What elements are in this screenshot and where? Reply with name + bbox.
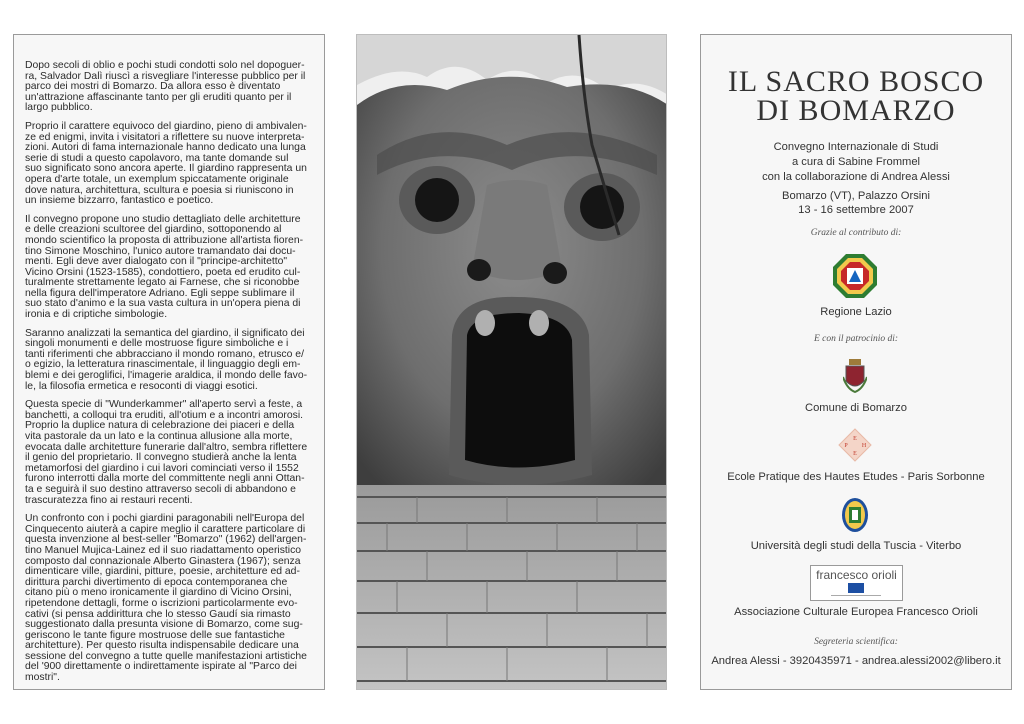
text-line: ripetendone dettagli, forme o iscrizioni particolarmente evo- [25, 597, 298, 609]
eu-flag-icon [848, 583, 864, 593]
text-line: ze ed enigmi, invita i visitatori a riflettere su nuove interpreta- [25, 131, 305, 143]
text-line: serie di studi a questo capolavoro, ma tante domande sul [25, 152, 289, 164]
text-line: parco dei mostri di Bomarzo. Da allora esso è diventato [25, 81, 281, 93]
org-ephe-paris-sorbonne: Ecole Pratique des Hautes Etudes - Paris Sorbonne [727, 471, 985, 483]
contact-info: Andrea Alessi - 3920435971 - andrea.alessi2002@libero.it [711, 655, 1001, 667]
patronage-label: E con il patrocinio di: [813, 334, 899, 344]
text-line: geriscono le tante figure mostruose delle sue fantastiche [25, 629, 285, 641]
orco-photo [356, 34, 667, 690]
paragraph-1 [25, 61, 313, 114]
text-line: e delle creazioni scultoree del giardino, sottoponendo al [25, 224, 282, 236]
text-line: ironia e di criptiche simbologie. [25, 309, 168, 321]
paragraph-6 [25, 514, 313, 684]
paragraph-5 [25, 400, 313, 506]
text-line: suggestionato dalla presunta visione di Bomarzo, come sug- [25, 619, 303, 631]
paragraph-2 [25, 122, 313, 207]
text-line: Dopo secoli di oblio e pochi studi condotti solo nel dopoguer- [25, 60, 305, 71]
text-line: mostri". [25, 672, 60, 684]
text-line: Cinquecento aiuterà a capire meglio il carattere particolare di [25, 523, 306, 535]
paragraph-3 [25, 215, 313, 321]
thanks-label: Grazie al contributo di: [810, 228, 902, 238]
left-text-panel [13, 34, 325, 690]
org-regione-lazio: Regione Lazio [820, 306, 892, 318]
text-line: del '900 direttamente o indirettamente ispirate al "Parco dei [25, 661, 297, 673]
title-line-1: IL SACRO BOSCO [727, 65, 985, 98]
text-line: singoli monumenti e delle mostruose figure simboliche e i [25, 338, 289, 350]
text-line: dimenticare ville, giardini, pitture, poesie, architetture ed ad- [25, 566, 300, 578]
text-line: tanti riferimenti che abbracciano il mondo romano, etrusco e/ [25, 348, 304, 360]
text-line: banchetti, a colloqui tra eruditi, all'otium e a incontri amorosi. [25, 409, 304, 421]
text-line: suo stato d'animo e la sua vasta cultura in un'opera piena di [25, 298, 301, 310]
subtitle-line-1: Convegno Internazionale di Studi [773, 141, 939, 153]
text-line: cativi (si pensa addirittura che lo stesso Gaudí sia rimasto [25, 608, 291, 620]
org-francesco-orioli: Associazione Culturale Europea Francesco Orioli [734, 606, 978, 618]
text-line: metamorfosi del giardino i cui lavori cominciati verso il 1552 [25, 462, 299, 474]
text-line: Questa specie di "Wunderkammer" all'aperto servì a feste, a [25, 399, 303, 411]
svg-text:P: P [844, 443, 848, 449]
ogre-mouth-sculpture-image [357, 35, 667, 690]
text-line: un'attrazione affascinante tanto per gli eruditi quanto per il [25, 91, 292, 103]
text-line: Un confronto con i pochi giardini paragonabili nell'Europa del [25, 513, 305, 525]
text-line: mondo scientifico la proposta di attribuzione all'artista fioren- [25, 234, 304, 246]
ephe-logo-icon [838, 428, 872, 462]
text-line: suo significato sono ancora aperte. Il giardino rappresenta un [25, 163, 307, 175]
subtitle-line-2: a cura di Sabine Frommel [791, 156, 921, 168]
universita-tuscia-logo-icon [841, 497, 869, 533]
text-line: o egizio, la letteratura rinascimentale, il linguaggio degli em- [25, 359, 301, 371]
text-line: menti. Egli deve aver dialogato con il "principe-architetto" [25, 256, 288, 268]
logo-divider [831, 595, 881, 596]
event-place: Bomarzo (VT), Palazzo Orsini [782, 190, 930, 202]
text-line: opera d'arte totale, un exemplum spiccatamente originale [25, 173, 289, 185]
text-line: Proprio la duplice natura di celebrazione dei piaceri e della [25, 420, 295, 432]
text-line: tino Simone Moschino, l'unico autore tramandato dai docu- [25, 245, 296, 257]
text-line: architetture). Per questo risulta indispensabile dedicare una [25, 640, 299, 652]
text-line: composto dal connazionale Alberto Ginastera (1967); senza [25, 555, 301, 567]
text-line: vita pastorale da un lato e la continua allusione alla morte, [25, 431, 293, 442]
francesco-orioli-logo [810, 565, 903, 601]
org-universita-tuscia: Università degli studi della Tuscia - Viterbo [750, 540, 962, 552]
text-line: Il convegno propone uno studio dettagliato delle architetture [25, 213, 301, 225]
title-line-2: DI BOMARZO [756, 94, 956, 127]
text-line: ra, Salvador Dalì riuscì a risvegliare l'interesse pubblico per il [25, 70, 306, 82]
paragraph-4 [25, 329, 313, 393]
org-comune-bomarzo: Comune di Bomarzo [805, 402, 907, 414]
francesco-orioli-logo-text: francesco orioli [816, 568, 897, 582]
text-line: evocata dalle architetture funerarie dall'altro, sembra riflettere [25, 441, 308, 453]
comune-bomarzo-crest-icon [843, 357, 867, 393]
text-line: dove natura, architettura, scultura e poesia si riuniscono in [25, 184, 294, 196]
text-line: Vicino Orsini (1523-1585), condottiero, poeta ed erudito cul- [25, 266, 301, 278]
text-line: zioni. Autori di fama internazionale hanno dedicato una lunga [25, 142, 306, 154]
text-line: tino Manuel Mujica-Lainez ed il suo riadattamento operistico [25, 544, 302, 556]
text-line: citano più o meno ironicamente il giardino di Vicino Orsini, [25, 587, 292, 599]
text-line: largo pubblico. [25, 102, 93, 114]
text-line: questa invenzione al best-seller "Bomarzo" (1962) dell'argen- [25, 534, 307, 546]
text-line: furono interrotti dalla morte del committente negli anni Ottan- [25, 473, 305, 485]
svg-text:E: E [853, 451, 857, 457]
svg-text:H: H [861, 443, 867, 449]
event-dates: 13 - 16 settembre 2007 [798, 204, 914, 216]
text-line: dirittura parchi divertimento di epoca contemporanea che [25, 576, 288, 588]
text-line: le, la filosofia ermetica e resoconti di viaggi esotici. [25, 380, 258, 392]
subtitle-line-3: con la collaborazione di Andrea Alessi [762, 171, 950, 183]
text-line: turalmente strettamente legato ai Farnese, che si riconobbe [25, 277, 300, 289]
text-line: nella figura dell'imperatore Adriano. Egli seppe sublimare il [25, 287, 295, 299]
text-line: Saranno analizzati la semantica del giardino, il significato dei [25, 327, 305, 339]
text-line: ta e seguirà il suo destino attraverso secoli di abbandono e [25, 483, 296, 495]
text-line: un insieme bizzarro, fantastico e poetico. [25, 195, 214, 207]
secretariat-label: Segreteria scientifica: [814, 637, 898, 647]
svg-text:E: E [853, 436, 857, 442]
right-info-panel [700, 34, 1012, 690]
text-line: il genio del proprietario. Il convegno studierà anche la lenta [25, 452, 297, 464]
text-line: trascuratezza fino ai restauri recenti. [25, 494, 193, 506]
regione-lazio-logo-icon [832, 253, 878, 299]
text-line: Proprio il carattere equivoco del giardino, pieno di ambivalen- [25, 120, 307, 132]
text-line: blemi e dei geroglifici, l'imagerie araldica, il mondo delle favo- [25, 370, 308, 382]
text-line: sessione del convegno a tutte quelle manifestazioni artistiche [25, 650, 307, 662]
